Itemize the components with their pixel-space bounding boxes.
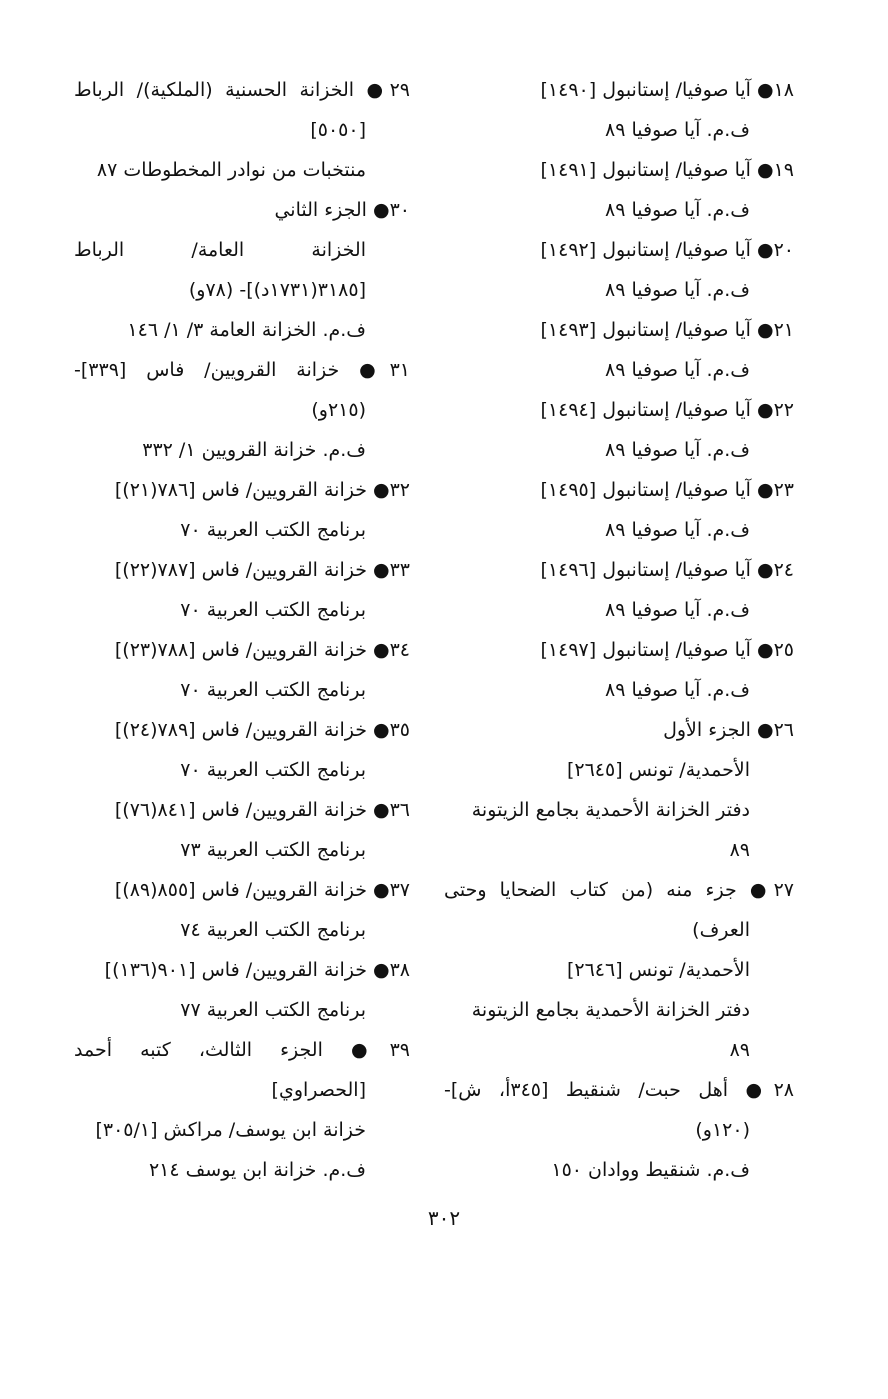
left-column-entry-line: ٣٩● الجزء الثالث، كتبه أحمد <box>74 1039 410 1061</box>
left-column-detail-line: ف.م. خزانة ابن يوسف ٢١٤ <box>148 1159 366 1181</box>
left-column-detail-line: ف.م. خزانة القرويين ١/ ٣٣٢ <box>142 439 366 461</box>
left-column-entry-line: ٣٢● خزانة القرويين/ فاس [٧٨٦(٢١)] <box>114 479 410 501</box>
left-column-entry-line: ٣٨● خزانة القرويين/ فاس [٩٠١(١٣٦)] <box>104 959 410 981</box>
left-column-detail-line: خزانة ابن يوسف/ مراكش [٣٠٥/١] <box>95 1119 366 1141</box>
right-column-entry-line: ٢٠● آيا صوفيا/ إستانبول [١٤٩٢] <box>540 239 794 261</box>
left-column-entry-line: ٣١● خزانة القرويين/ فاس [٣٣٩]- <box>74 359 410 381</box>
right-column-entry-line: ٢٨● أهل حبت/ شنقيط [٣٤٥أ، ش]- <box>444 1079 794 1101</box>
left-column-detail-line: برنامج الكتب العربية ٧٠ <box>180 679 366 701</box>
right-column-detail-line: ٨٩ <box>729 839 750 861</box>
right-column-entry-line: ٢٢● آيا صوفيا/ إستانبول [١٤٩٤] <box>540 399 794 421</box>
right-column-detail-line: ف.م. آيا صوفيا ٨٩ <box>605 599 750 621</box>
right-column-detail-line: الأحمدية/ تونس [٢٦٤٥] <box>566 759 750 781</box>
left-column-detail-line: برنامج الكتب العربية ٧٧ <box>180 999 366 1021</box>
right-column-detail-line: الأحمدية/ تونس [٢٦٤٦] <box>566 959 750 981</box>
left-column-entry-line: ٣٥● خزانة القرويين/ فاس [٧٨٩(٢٤)] <box>114 719 410 741</box>
right-column-detail-line: ف.م. آيا صوفيا ٨٩ <box>605 519 750 541</box>
left-column-detail-line: [٣١٨٥(١٧٣١د)]- (٧٨و) <box>188 279 366 301</box>
left-column-detail-line: [٥٠٥٠] <box>310 119 366 141</box>
right-column-detail-line: ف.م. شنقيط ووادان ١٥٠ <box>551 1159 750 1181</box>
left-column-detail-line: برنامج الكتب العربية ٧٠ <box>180 599 366 621</box>
left-column-detail-line: الخزانة العامة/ الرباط <box>74 239 366 261</box>
right-column-entry-line: ٢٥● آيا صوفيا/ إستانبول [١٤٩٧] <box>540 639 794 661</box>
right-column-detail-line: ف.م. آيا صوفيا ٨٩ <box>605 199 750 221</box>
right-column-entry-line: ٢٣● آيا صوفيا/ إستانبول [١٤٩٥] <box>540 479 794 501</box>
right-column-detail-line: ف.م. آيا صوفيا ٨٩ <box>605 679 750 701</box>
left-column-detail-line: منتخبات من نوادر المخطوطات ٨٧ <box>96 159 366 181</box>
right-column-entry-line: ٢٧● جزء منه (من كتاب الضحايا وحتى <box>444 879 794 901</box>
left-column-entry-line: ٣٤● خزانة القرويين/ فاس [٧٨٨(٢٣)] <box>114 639 410 661</box>
right-column-detail-line: ف.م. آيا صوفيا ٨٩ <box>605 439 750 461</box>
right-column-detail-line: دفتر الخزانة الأحمدية بجامع الزيتونة <box>471 799 750 821</box>
left-column-detail-line: (٢١٥و) <box>311 399 366 421</box>
left-column-entry-line: ٢٩● الخزانة الحسنية (الملكية)/ الرباط <box>74 79 410 101</box>
left-column <box>74 70 410 1190</box>
left-column-detail-line: ف.م. الخزانة العامة ٣/ ١/ ١٤٦ <box>127 319 366 341</box>
right-column-entry-line: ١٩● آيا صوفيا/ إستانبول [١٤٩١] <box>540 159 794 181</box>
left-column-entry-line: ٣٧● خزانة القرويين/ فاس [٨٥٥(٨٩)] <box>114 879 410 901</box>
left-column-detail-line: [الحصراوي] <box>271 1079 366 1101</box>
left-column-detail-line: برنامج الكتب العربية ٧٤ <box>180 919 366 941</box>
right-column-detail-line: العرف) <box>692 919 750 941</box>
right-column-detail-line: دفتر الخزانة الأحمدية بجامع الزيتونة <box>471 999 750 1021</box>
right-column-detail-line: ٨٩ <box>729 1039 750 1061</box>
page-number: ٣٠٢ <box>427 1206 461 1230</box>
right-column-entry-line: ٢١● آيا صوفيا/ إستانبول [١٤٩٣] <box>540 319 794 341</box>
left-column-entry-line: ٣٠● الجزء الثاني <box>274 199 410 221</box>
right-column-entry-line: ٢٤● آيا صوفيا/ إستانبول [١٤٩٦] <box>540 559 794 581</box>
right-column-entry-line: ١٨● آيا صوفيا/ إستانبول [١٤٩٠] <box>540 79 794 101</box>
right-column-entry-line: ٢٦● الجزء الأول <box>663 719 794 741</box>
right-column-detail-line: ف.م. آيا صوفيا ٨٩ <box>605 119 750 141</box>
left-column-entry-line: ٣٦● خزانة القرويين/ فاس [٨٤١(٧٦)] <box>114 799 410 821</box>
left-column-detail-line: برنامج الكتب العربية ٧٠ <box>180 519 366 541</box>
right-column-detail-line: ف.م. آيا صوفيا ٨٩ <box>605 359 750 381</box>
left-column-detail-line: برنامج الكتب العربية ٧٠ <box>180 759 366 781</box>
left-column-detail-line: برنامج الكتب العربية ٧٣ <box>180 839 366 861</box>
right-column-detail-line: (١٢٠و) <box>695 1119 750 1141</box>
right-column-detail-line: ف.م. آيا صوفيا ٨٩ <box>605 279 750 301</box>
right-column <box>444 70 794 1190</box>
left-column-entry-line: ٣٣● خزانة القرويين/ فاس [٧٨٧(٢٢)] <box>114 559 410 581</box>
